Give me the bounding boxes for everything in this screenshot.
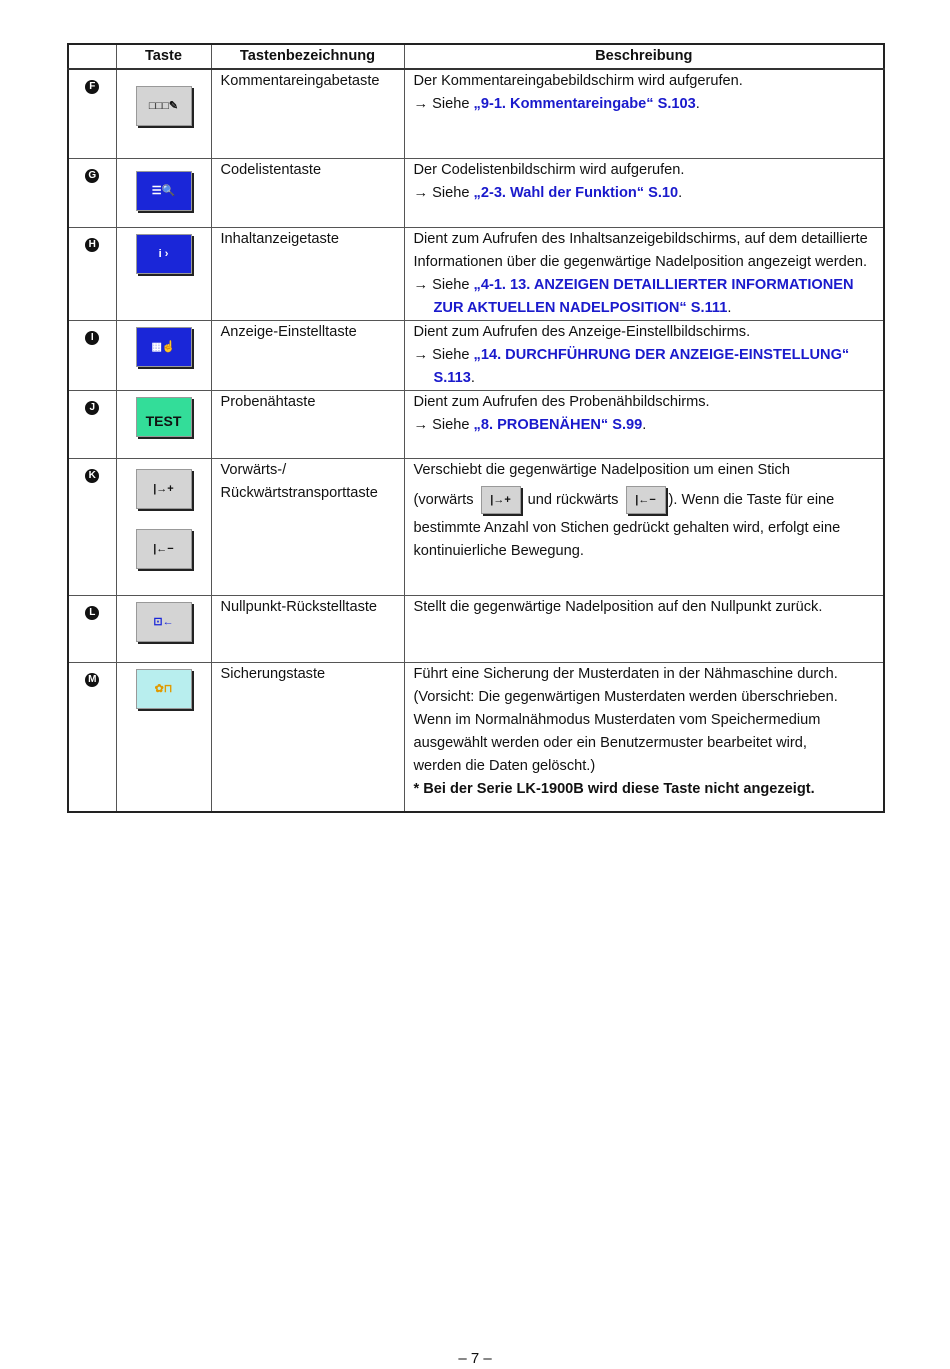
reference-link[interactable]: „9-1. Kommentareingabe“ S.103 [473, 96, 696, 112]
reference-link-cont[interactable]: S.113 [433, 369, 471, 386]
reference-link[interactable]: „4-1. 13. ANZEIGEN DETAILLIERTER INFORMATIONEN [473, 276, 854, 293]
row-marker: F [85, 80, 99, 94]
key-name: Vorwärts-/ Rückwärtstransporttaste [211, 458, 404, 595]
table-row [68, 227, 884, 320]
key-name: Codelistentaste [211, 158, 404, 227]
row-marker: H [85, 238, 99, 252]
forward-feed-icon: |→+ [481, 486, 521, 514]
info-display-icon: i › [136, 234, 192, 274]
forward-feed-icon: |→+ [136, 469, 192, 509]
key-name: Kommentareingabetaste [211, 69, 404, 158]
display-settings-icon: ▦☝ [136, 327, 192, 367]
arrow-icon: → [413, 416, 429, 433]
key-name: Inhaltanzeigetaste [211, 227, 404, 320]
key-description: Dient zum Aufrufen des Anzeige-Einstellbildschirms. → Siehe „14. DURCHFÜHRUNG DER ANZEIGE-EINSTELLUNG“ S.113. [404, 320, 884, 390]
note: * Bei der Serie LK-1900B wird diese Taste nicht angezeigt. [413, 780, 815, 797]
row-marker: G [85, 169, 99, 183]
header-mark [68, 44, 116, 69]
key-description: Der Codelistenbildschirm wird aufgerufen. → Siehe „2-3. Wahl der Funktion“ S.10. [404, 158, 884, 227]
table-header [68, 44, 884, 69]
arrow-icon: → [413, 184, 429, 201]
reference-link[interactable]: „8. PROBENÄHEN“ S.99 [473, 416, 643, 433]
arrow-icon: → [413, 346, 429, 363]
key-name: Probenähtaste [211, 390, 404, 458]
table-row [68, 390, 884, 458]
row-marker: M [85, 673, 99, 687]
row-marker: L [85, 606, 99, 620]
key-description: Führt eine Sicherung der Musterdaten in der Nähmaschine durch. (Vorsicht: Die gegenwärtigen Musterdaten werden überschrieben. Wenn im Normalnähmodus Musterdaten vom Speichermedium ausgewählt werden oder ein Benutzermuster bearbeitet wird, werden die Daten gelöscht.) * Bei der Serie LK-1900B wird diese Taste nicht angezeigt. [404, 662, 884, 812]
code-list-icon: ☰🔍 [136, 171, 192, 211]
key-name: Sicherungstaste [211, 662, 404, 812]
key-description: Dient zum Aufrufen des Inhaltsanzeigebildschirms, auf dem detaillierte Informationen über die gegenwärtige Nadelposition angezeigt werden. → Siehe „4-1. 13. ANZEIGEN DETAILLIERTER INFORMATIONEN ZUR AKTUELLEN NADELPOSITION“ S.111. [404, 227, 884, 320]
key-name: Nullpunkt-Rückstelltaste [211, 595, 404, 662]
reference-link-cont[interactable]: ZUR AKTUELLEN NADELPOSITION“ S.111 [433, 299, 728, 316]
header-name: Tastenbezeichnung [211, 44, 404, 69]
page-number: – 7 – [458, 1350, 492, 1367]
table-row [68, 158, 884, 227]
row-marker: K [85, 469, 99, 483]
backup-icon: ✿⊓ [136, 669, 192, 709]
reference-link[interactable]: „14. DURCHFÜHRUNG DER ANZEIGE-EINSTELLUNG“ [473, 346, 850, 363]
key-description: Der Kommentareingabebildschirm wird aufgerufen. → Siehe „9-1. Kommentareingabe“ S.103. [404, 69, 884, 158]
table-row [68, 662, 884, 812]
table-row [68, 69, 884, 158]
key-description: Dient zum Aufrufen des Probenähbildschirms. → Siehe „8. PROBENÄHEN“ S.99. [404, 390, 884, 458]
header-key: Taste [116, 44, 211, 69]
table-row [68, 595, 884, 662]
table-row [68, 320, 884, 390]
reference-link[interactable]: „2-3. Wahl der Funktion“ S.10 [473, 184, 679, 201]
table-row [68, 458, 884, 595]
key-table [67, 43, 885, 813]
header-description: Beschreibung [404, 44, 884, 69]
backward-feed-icon: |←− [626, 486, 666, 514]
row-marker: J [85, 401, 99, 415]
key-name: Anzeige-Einstelltaste [211, 320, 404, 390]
key-description: Verschiebt die gegenwärtige Nadelposition um einen Stich (vorwärts |→+ und rückwärts |←− ). Wenn die Taste für eine bestimmte Anzahl von Stichen gedrückt gehalten wird, erfolgt eine kontinuierliche Bewegung. [404, 458, 884, 595]
backward-feed-icon: |←− [136, 529, 192, 569]
test-sewing-icon: TEST [136, 397, 192, 437]
arrow-icon: → [413, 96, 429, 112]
row-marker: I [85, 331, 99, 345]
comment-input-icon: □□□✎ [136, 86, 192, 126]
arrow-icon: → [413, 276, 429, 293]
origin-return-icon: ⊡← [136, 602, 192, 642]
key-description: Stellt die gegenwärtige Nadelposition auf den Nullpunkt zurück. [404, 595, 884, 662]
